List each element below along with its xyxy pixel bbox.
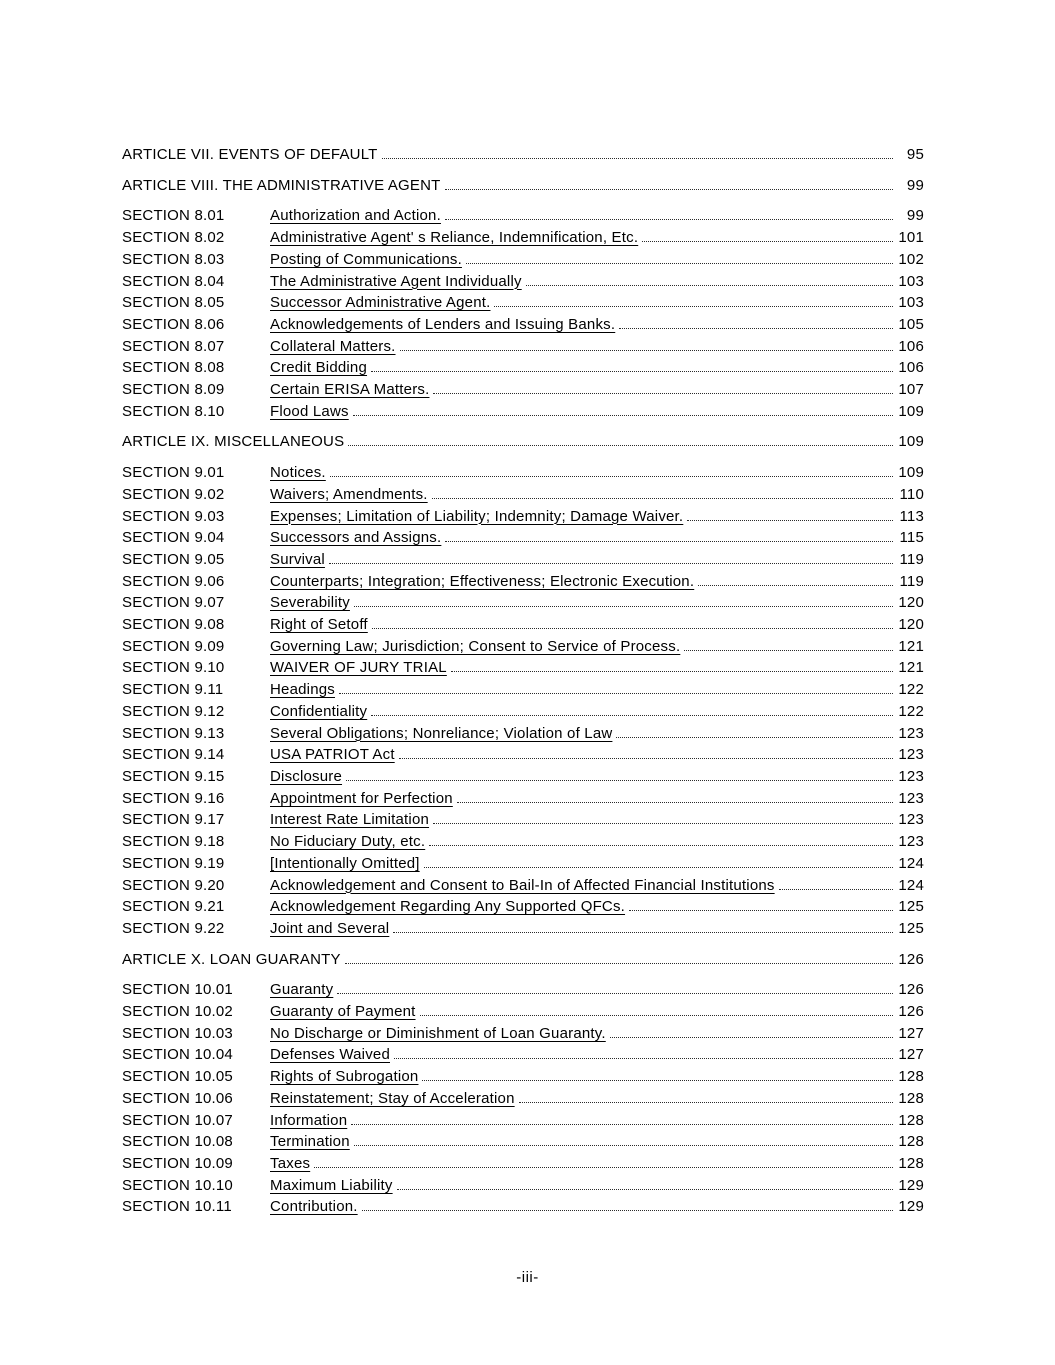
section-title-link[interactable]: [Intentionally Omitted] — [270, 854, 420, 872]
section-number-label: SECTION 9.01 — [122, 464, 225, 482]
page-number: 113 — [899, 507, 924, 525]
section-title-link[interactable]: Headings — [270, 681, 335, 699]
dot-leader — [330, 476, 893, 477]
section-title-link[interactable]: Interest Rate Limitation — [270, 811, 430, 829]
dot-leader — [619, 328, 893, 329]
dot-leader — [610, 1037, 893, 1038]
toc-section-row — [122, 1196, 924, 1218]
page-number: 109 — [898, 433, 924, 451]
section-title-link[interactable]: Expenses; Limitation of Liability; Indemnity; Damage Waiver. — [270, 507, 684, 525]
page-number: 121 — [898, 659, 924, 677]
toc-section-row — [122, 979, 924, 1001]
page-number: 119 — [899, 572, 924, 590]
section-title-link[interactable]: Successor Administrative Agent. — [270, 294, 491, 312]
page-number: 123 — [898, 724, 924, 742]
section-number-label: SECTION 8.10 — [122, 402, 225, 420]
section-title-link[interactable]: Successors and Assigns. — [270, 529, 442, 547]
toc-section-row — [122, 1110, 924, 1132]
section-number-label: SECTION 8.04 — [122, 272, 225, 290]
toc-section-row — [122, 271, 924, 293]
page-number-label: -iii- — [516, 1269, 539, 1286]
section-number-label: SECTION 10.06 — [122, 1089, 233, 1107]
page-number: 125 — [898, 919, 924, 937]
section-title-link[interactable]: Acknowledgements of Lenders and Issuing Banks. — [270, 315, 616, 333]
dot-leader — [433, 823, 893, 824]
toc-section-row — [122, 723, 924, 745]
section-title-link[interactable]: Governing Law; Jurisdiction; Consent to Service of Process. — [270, 637, 681, 655]
page-number: 102 — [898, 250, 924, 268]
toc-section-row — [122, 462, 924, 484]
page-number: 129 — [898, 1176, 924, 1194]
dot-leader — [393, 932, 893, 933]
section-title-link[interactable]: Guaranty of Payment — [270, 1003, 416, 1021]
section-number-label: SECTION 9.16 — [122, 789, 225, 807]
page-number: 127 — [898, 1046, 924, 1064]
toc-section-row — [122, 875, 924, 897]
section-title-link[interactable]: Administrative Agent' s Reliance, Indemnification, Etc. — [270, 229, 639, 247]
page-number: 126 — [898, 981, 924, 999]
article-title: ARTICLE VII. EVENTS OF DEFAULT — [122, 146, 378, 163]
dot-leader — [351, 1124, 893, 1125]
page-number: 126 — [898, 1003, 924, 1021]
page-number: 128 — [898, 1089, 924, 1107]
dot-leader — [371, 371, 893, 372]
section-title-link[interactable]: Defenses Waived — [270, 1046, 390, 1064]
page-number: 110 — [899, 485, 924, 503]
page-number: 128 — [898, 1111, 924, 1129]
toc-section-row — [122, 1001, 924, 1023]
toc-section-row — [122, 1088, 924, 1110]
page-number: 122 — [898, 702, 924, 720]
section-number-label: SECTION 10.09 — [122, 1154, 233, 1172]
section-number-label: SECTION 9.03 — [122, 507, 225, 525]
section-title-link[interactable]: Rights of Subrogation — [270, 1068, 419, 1086]
page-number: 106 — [898, 359, 924, 377]
page-number: 119 — [899, 550, 924, 568]
dot-leader — [348, 445, 893, 446]
toc-article-row — [122, 175, 924, 197]
dot-leader — [616, 737, 893, 738]
section-number-label: SECTION 9.02 — [122, 485, 225, 503]
dot-leader — [519, 1102, 893, 1103]
toc-section-row — [122, 227, 924, 249]
dot-leader — [397, 1189, 893, 1190]
section-title-link[interactable]: Severability — [270, 594, 350, 612]
section-title-link[interactable]: Acknowledgement Regarding Any Supported QFCs. — [270, 898, 626, 916]
dot-leader — [466, 263, 893, 264]
dot-leader — [687, 520, 893, 521]
table-of-contents — [122, 144, 924, 1218]
page-number: 124 — [898, 854, 924, 872]
article-title: ARTICLE IX. MISCELLANEOUS — [122, 433, 345, 451]
section-number-label: SECTION 10.02 — [122, 1003, 233, 1021]
page-number: 123 — [898, 789, 924, 807]
toc-section-row — [122, 896, 924, 918]
toc-article-row — [122, 144, 924, 166]
page-number: 95 — [906, 146, 924, 163]
section-number-label: SECTION 9.06 — [122, 572, 225, 590]
page-number: 99 — [906, 176, 924, 194]
section-number-label: SECTION 10.04 — [122, 1046, 233, 1064]
dot-leader — [353, 415, 893, 416]
page-number: 105 — [898, 315, 924, 333]
toc-section-row — [122, 918, 924, 940]
dot-leader — [642, 241, 893, 242]
article-title: ARTICLE X. LOAN GUARANTY — [122, 950, 341, 968]
toc-section-row — [122, 249, 924, 271]
section-title-link[interactable]: No Discharge or Diminishment of Loan Guaranty. — [270, 1024, 606, 1042]
page-number: 124 — [898, 876, 924, 894]
section-number-label: SECTION 8.03 — [122, 250, 225, 268]
dot-leader — [339, 693, 893, 694]
section-number-label: SECTION 10.10 — [122, 1176, 233, 1194]
dot-leader — [420, 1015, 893, 1016]
dot-leader — [346, 780, 893, 781]
page-number: 128 — [898, 1068, 924, 1086]
dot-leader — [382, 158, 894, 159]
section-number-label: SECTION 9.21 — [122, 898, 225, 916]
toc-section-row — [122, 401, 924, 423]
toc-section-row — [122, 549, 924, 571]
section-number-label: SECTION 9.07 — [122, 594, 225, 612]
section-title-link[interactable]: Guaranty — [270, 981, 334, 999]
section-title-link[interactable]: Reinstatement; Stay of Acceleration — [270, 1089, 515, 1107]
dot-leader — [445, 219, 893, 220]
dot-leader — [432, 498, 893, 499]
section-title-link[interactable]: Termination — [270, 1133, 350, 1151]
section-number-label: SECTION 9.12 — [122, 702, 225, 720]
page-number: 128 — [898, 1154, 924, 1172]
section-number-label: SECTION 10.05 — [122, 1068, 233, 1086]
page-number: 123 — [898, 833, 924, 851]
page-number: 126 — [898, 950, 924, 968]
section-number-label: SECTION 9.04 — [122, 529, 225, 547]
section-title-link[interactable]: USA PATRIOT Act — [270, 746, 395, 764]
toc-section-row — [122, 484, 924, 506]
section-title-link[interactable]: Disclosure — [270, 767, 343, 785]
section-number-label: SECTION 8.05 — [122, 294, 225, 312]
toc-article-row — [122, 949, 924, 971]
section-title-link[interactable]: WAIVER OF JURY TRIAL — [270, 659, 447, 677]
section-number-label: SECTION 9.15 — [122, 767, 225, 785]
dot-leader — [433, 393, 893, 394]
toc-section-row — [122, 1044, 924, 1066]
page-number: 123 — [898, 767, 924, 785]
section-title-link[interactable]: Taxes — [270, 1154, 311, 1172]
section-title-link[interactable]: Counterparts; Integration; Effectiveness; Electronic Execution. — [270, 572, 695, 590]
section-number-label: SECTION 9.05 — [122, 550, 225, 568]
toc-section-row — [122, 205, 924, 227]
toc-section-row — [122, 506, 924, 528]
toc-article-row — [122, 431, 924, 453]
dot-leader — [371, 715, 893, 716]
toc-section-row — [122, 809, 924, 831]
dot-leader — [329, 563, 893, 564]
dot-leader — [394, 1058, 893, 1059]
page-number: 115 — [899, 529, 924, 547]
section-title-link[interactable]: Maximum Liability — [270, 1176, 393, 1194]
section-title-link[interactable]: Right of Setoff — [270, 616, 368, 634]
page-number: 125 — [898, 898, 924, 916]
page-number: 109 — [898, 464, 924, 482]
page-number: 109 — [898, 402, 924, 420]
dot-leader — [372, 628, 893, 629]
section-title-link[interactable]: Notices. — [270, 464, 326, 482]
toc-section-row — [122, 527, 924, 549]
section-title-link[interactable]: Appointment for Perfection — [270, 789, 453, 807]
dot-leader — [354, 1145, 893, 1146]
dot-leader — [698, 585, 893, 586]
section-number-label: SECTION 8.02 — [122, 229, 225, 247]
toc-section-row — [122, 357, 924, 379]
section-title-link[interactable]: Acknowledgement and Consent to Bail-In of Affected Financial Institutions — [270, 876, 775, 894]
section-number-label: SECTION 8.01 — [122, 207, 225, 225]
page-number: 129 — [898, 1198, 924, 1216]
section-number-label: SECTION 9.14 — [122, 746, 225, 764]
section-title-link[interactable]: Authorization and Action. — [270, 207, 441, 225]
section-number-label: SECTION 9.09 — [122, 637, 225, 655]
toc-section-row — [122, 571, 924, 593]
section-number-label: SECTION 9.08 — [122, 616, 225, 634]
dot-leader — [354, 606, 893, 607]
section-number-label: SECTION 10.07 — [122, 1111, 233, 1129]
section-title-link[interactable]: Confidentiality — [270, 702, 368, 720]
page-number: 107 — [898, 381, 924, 399]
toc-section-row — [122, 336, 924, 358]
section-title-link[interactable]: Waivers; Amendments. — [270, 485, 428, 503]
dot-leader — [399, 758, 893, 759]
section-number-label: SECTION 10.08 — [122, 1133, 233, 1151]
page-number: 128 — [898, 1133, 924, 1151]
section-title-link[interactable]: Posting of Communications. — [270, 250, 462, 268]
dot-leader — [445, 189, 894, 190]
toc-section-row — [122, 788, 924, 810]
article-title: ARTICLE VIII. THE ADMINISTRATIVE AGENT — [122, 176, 441, 194]
section-title-link[interactable]: Survival — [270, 550, 325, 568]
page-number: 106 — [898, 337, 924, 355]
toc-section-row — [122, 379, 924, 401]
section-number-label: SECTION 9.11 — [122, 681, 224, 699]
section-title-link[interactable]: Information — [270, 1111, 348, 1129]
section-number-label: SECTION 8.09 — [122, 381, 225, 399]
dot-leader — [362, 1210, 893, 1211]
page-number: 103 — [898, 294, 924, 312]
toc-section-row — [122, 831, 924, 853]
toc-section-row — [122, 701, 924, 723]
toc-section-row — [122, 1131, 924, 1153]
dot-leader — [429, 845, 893, 846]
dot-leader — [457, 802, 893, 803]
section-title-link[interactable]: Joint and Several — [270, 919, 390, 937]
section-number-label: SECTION 9.17 — [122, 811, 225, 829]
dot-leader — [422, 1080, 893, 1081]
section-number-label: SECTION 9.13 — [122, 724, 225, 742]
section-title-link[interactable]: Collateral Matters. — [270, 337, 396, 355]
page-number: 120 — [898, 616, 924, 634]
section-number-label: SECTION 9.20 — [122, 876, 225, 894]
toc-section-row — [122, 853, 924, 875]
toc-section-row — [122, 1153, 924, 1175]
page-number: 101 — [898, 229, 924, 247]
section-number-label: SECTION 8.06 — [122, 315, 225, 333]
page-number: 99 — [906, 207, 924, 225]
dot-leader — [629, 910, 893, 911]
dot-leader — [684, 650, 893, 651]
page-number: 103 — [898, 272, 924, 290]
section-title-link[interactable]: Contribution. — [270, 1198, 358, 1216]
section-title-link[interactable]: Certain ERISA Matters. — [270, 381, 430, 399]
toc-section-row — [122, 1023, 924, 1045]
section-number-label: SECTION 9.19 — [122, 854, 225, 872]
page-number: 123 — [898, 811, 924, 829]
toc-section-row — [122, 766, 924, 788]
toc-section-row — [122, 292, 924, 314]
page-number: 123 — [898, 746, 924, 764]
section-title-link[interactable]: Several Obligations; Nonreliance; Violation of Law — [270, 724, 613, 742]
toc-section-row — [122, 657, 924, 679]
dot-leader — [337, 993, 893, 994]
section-title-link[interactable]: No Fiduciary Duty, etc. — [270, 833, 426, 851]
page-number: 120 — [898, 594, 924, 612]
page-footer — [0, 1269, 1055, 1286]
toc-section-row — [122, 1175, 924, 1197]
dot-leader — [424, 867, 893, 868]
dot-leader — [526, 285, 893, 286]
page-number: 122 — [898, 681, 924, 699]
section-number-label: SECTION 8.07 — [122, 337, 225, 355]
page-number: 127 — [898, 1024, 924, 1042]
dot-leader — [345, 963, 893, 964]
section-number-label: SECTION 10.03 — [122, 1024, 233, 1042]
dot-leader — [494, 306, 893, 307]
toc-section-row — [122, 314, 924, 336]
toc-section-row — [122, 636, 924, 658]
section-title-link[interactable]: Credit Bidding — [270, 359, 368, 377]
dot-leader — [445, 541, 893, 542]
toc-section-row — [122, 744, 924, 766]
section-number-label: SECTION 8.08 — [122, 359, 225, 377]
section-title-link[interactable]: Flood Laws — [270, 402, 349, 420]
dot-leader — [779, 889, 893, 890]
page-number: 121 — [898, 637, 924, 655]
toc-section-row — [122, 614, 924, 636]
section-number-label: SECTION 9.10 — [122, 659, 225, 677]
toc-section-row — [122, 679, 924, 701]
section-number-label: SECTION 9.22 — [122, 919, 225, 937]
section-number-label: SECTION 10.01 — [122, 981, 233, 999]
dot-leader — [451, 671, 893, 672]
section-number-label: SECTION 10.11 — [122, 1198, 232, 1216]
section-title-link[interactable]: The Administrative Agent Individually — [270, 272, 522, 290]
toc-section-row — [122, 1066, 924, 1088]
toc-section-row — [122, 592, 924, 614]
dot-leader — [400, 350, 893, 351]
dot-leader — [314, 1167, 893, 1168]
section-number-label: SECTION 9.18 — [122, 833, 225, 851]
